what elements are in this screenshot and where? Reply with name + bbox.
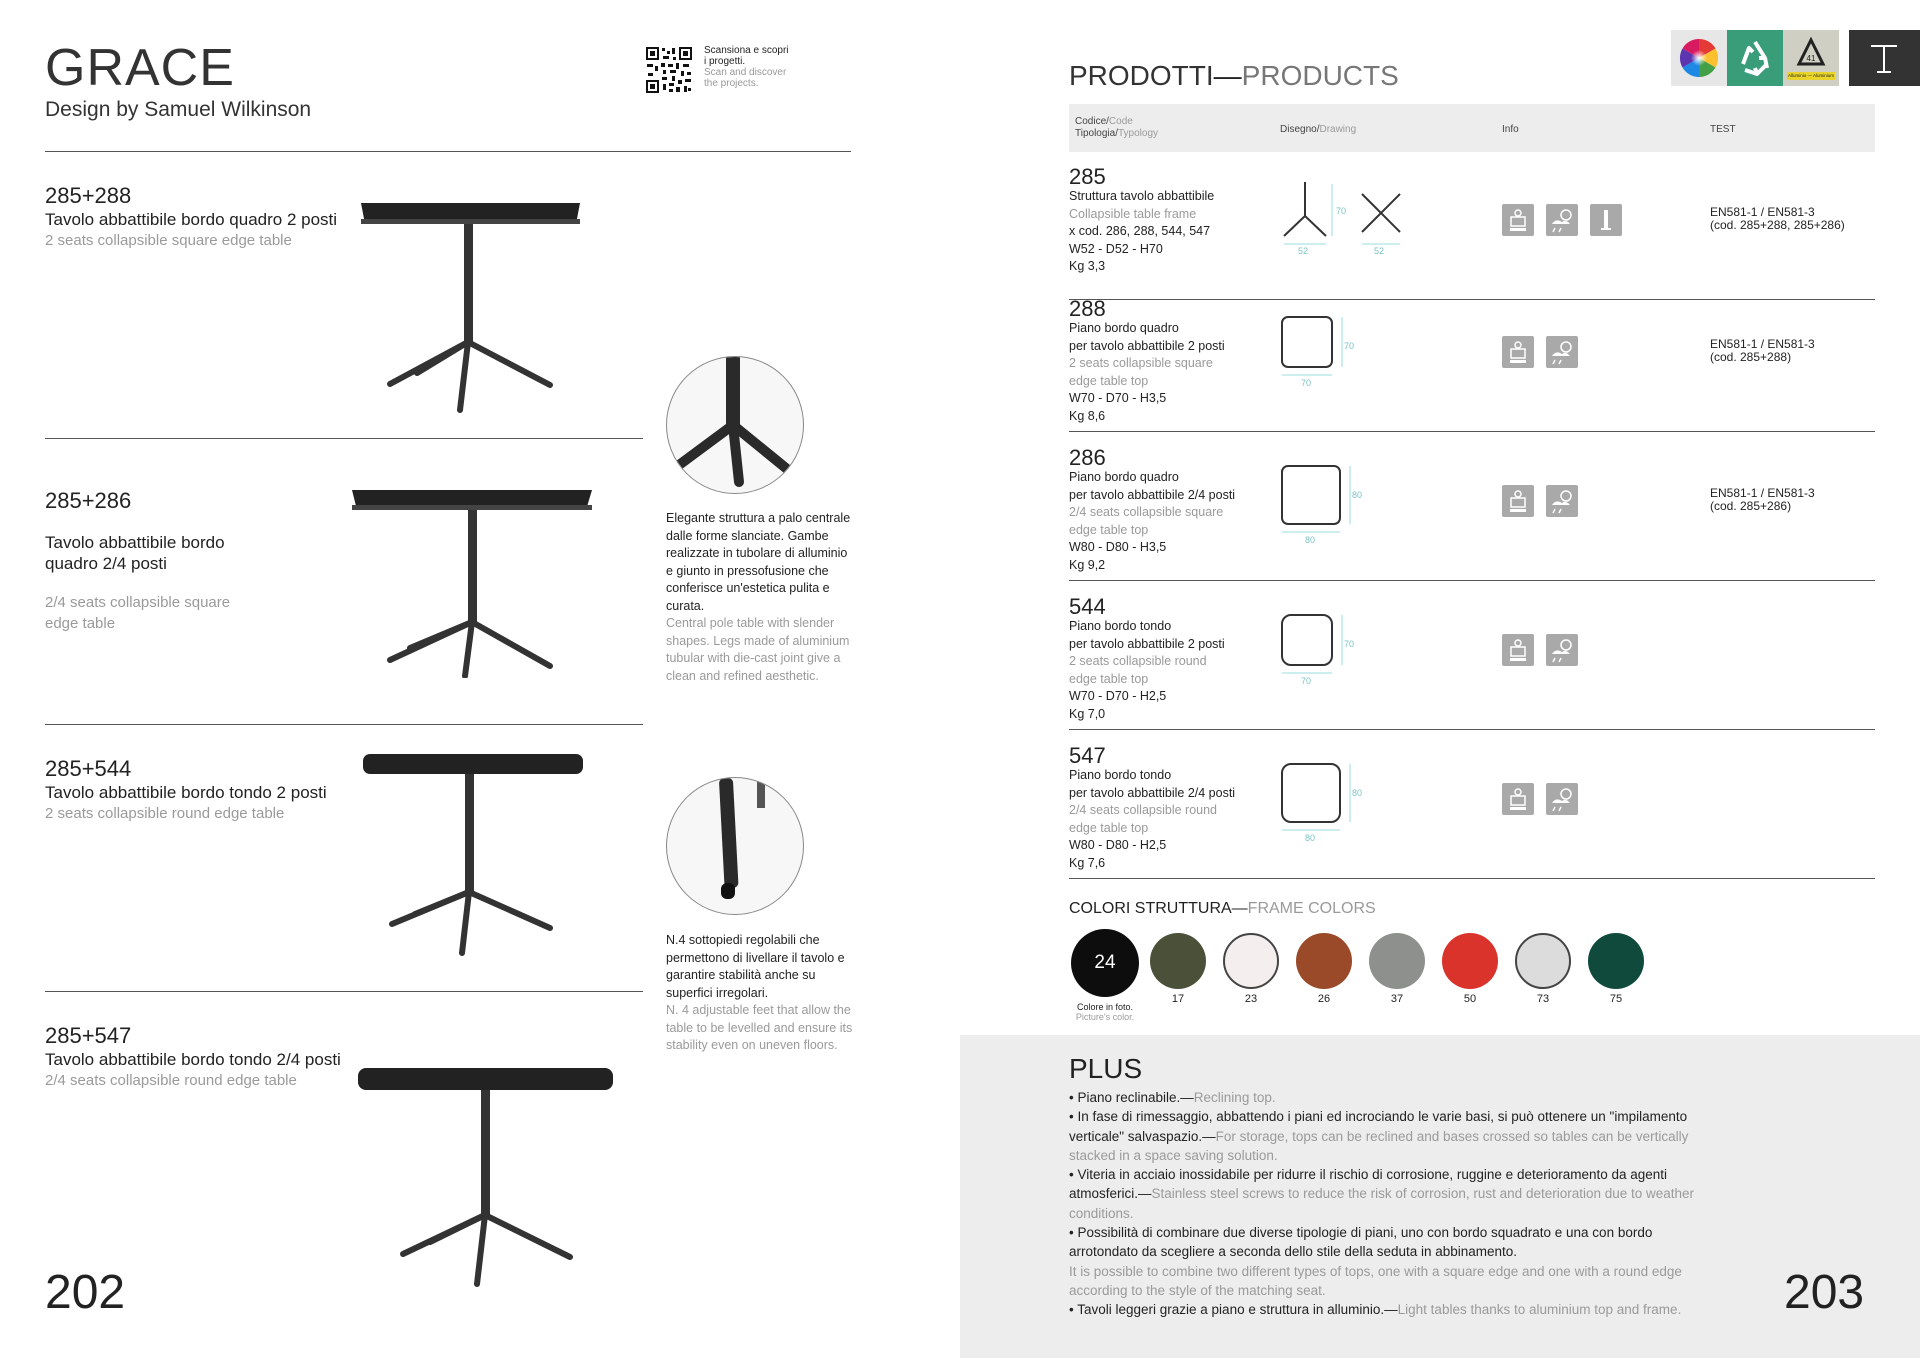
swatch-circle[interactable] <box>1515 933 1571 989</box>
swatch-circle[interactable] <box>1296 933 1352 989</box>
weight-capacity-icon <box>1502 336 1534 368</box>
plus-item: • Tavoli leggeri grazie a piano e struttura in alluminio.—Light tables thanks to aluminium top and frame. <box>1069 1302 1682 1318</box>
divider <box>45 724 643 725</box>
outdoor-use-icon <box>1590 204 1622 236</box>
combo-285-547: 285+547 Tavolo abbattibile bordo tondo 2/4 posti 2/4 seats collapsible round edge table <box>45 1023 341 1089</box>
col-test: TEST <box>1710 124 1736 135</box>
color-wheel-icon <box>1671 30 1727 86</box>
recyclable-badge <box>1727 30 1783 86</box>
combo-285-544: 285+544 Tavolo abbattibile bordo tondo 2 posti 2 seats collapsible round edge table <box>45 756 327 822</box>
recycle-icon <box>1727 30 1783 86</box>
product-details: Piano bordo tondo per tavolo abbattibile 2 posti 2 seats collapsible round edge table top W70 - D70 - H2,5 Kg 7,0 <box>1069 619 1225 721</box>
detail-image-foot <box>666 777 804 915</box>
col-drawing: Disegno/Drawing <box>1280 124 1357 135</box>
weather-resistant-icon <box>1546 204 1578 236</box>
qr-caption: Scansiona e scopri i progetti. Scan and discover the projects. <box>704 45 789 89</box>
row-divider <box>1069 431 1875 432</box>
aluminium-badge: 41 Alluminio — Aluminium <box>1783 30 1839 86</box>
color-options-badge <box>1671 30 1727 86</box>
typography-icon <box>1849 30 1920 86</box>
product-code: 547 <box>1069 743 1106 768</box>
picture-color-note: Colore in foto. Picture's color. <box>1075 1002 1135 1022</box>
frame-description: Elegante struttura a palo centrale dalle forme slanciate. Gambe realizzate in tubolare di alluminio e giunto in pressofusione che conferisce un'estetica pulita e curata. Central pole table with slender shapes. Legs made of aluminium tubular with die-cast joint give a clean and refined aesthetic. <box>666 511 851 683</box>
designer-credit: Design by Samuel Wilkinson <box>45 98 312 121</box>
swatch-circle[interactable] <box>1223 933 1279 989</box>
product-details: Struttura tavolo abbattibile Collapsible table frame x cod. 286, 288, 544, 547 W52 - D52 - H70 Kg 3,3 <box>1069 189 1215 273</box>
product-code: 544 <box>1069 594 1106 619</box>
row-divider <box>1069 299 1875 300</box>
product-details: Piano bordo quadro per tavolo abbattibile 2 posti 2 seats collapsible square edge table top W70 - D70 - H3,5 Kg 8,6 <box>1069 321 1225 423</box>
swatch-code: 73 <box>1536 993 1550 1005</box>
row-divider <box>1069 729 1875 730</box>
weight-capacity-icon <box>1502 783 1534 815</box>
col-info: Info <box>1502 124 1519 135</box>
detail-image-joint <box>666 356 804 494</box>
test-standards: EN581-1 / EN581-3 (cod. 285+288, 285+286) <box>1710 205 1845 232</box>
test-standards: EN581-1 / EN581-3 (cod. 285+288) <box>1710 337 1815 364</box>
products-heading: PRODOTTI—PRODUCTS <box>1069 60 1399 91</box>
weather-resistant-icon <box>1546 485 1578 517</box>
plus-list <box>1069 1088 1709 1320</box>
top-drawing-icon <box>1280 613 1370 693</box>
product-code: 288 <box>1069 296 1106 321</box>
swatch-circle[interactable] <box>1369 933 1425 989</box>
product-code: 285 <box>1069 164 1106 189</box>
weather-resistant-icon <box>1546 783 1578 815</box>
row-divider <box>1069 878 1875 879</box>
swatch-circle[interactable] <box>1588 933 1644 989</box>
weight-capacity-icon <box>1502 204 1534 236</box>
plus-item: • Piano reclinabile.—Reclining top. <box>1069 1090 1276 1105</box>
svg-text:41: 41 <box>1806 54 1816 63</box>
products-table-header <box>1069 104 1875 152</box>
table-image-285-544 <box>360 748 590 958</box>
adjustable-foot-icon <box>667 778 803 914</box>
swatch-circle[interactable] <box>1150 933 1206 989</box>
divider <box>45 151 851 152</box>
brand-title: GRACE <box>45 39 235 97</box>
weather-resistant-icon <box>1546 634 1578 666</box>
test-standards: EN581-1 / EN581-3 (cod. 285+286) <box>1710 486 1815 513</box>
swatch-code: 26 <box>1317 993 1331 1005</box>
product-code: 286 <box>1069 445 1106 470</box>
product-details: Piano bordo tondo per tavolo abbattibile 2/4 posti 2/4 seats collapsible round edge table top W80 - D80 - H2,5 Kg 7,6 <box>1069 768 1236 870</box>
frame-colors-heading: COLORI STRUTTURA—FRAME COLORS <box>1069 900 1376 917</box>
weight-capacity-icon <box>1502 485 1534 517</box>
swatch-code: 75 <box>1609 993 1623 1005</box>
plus-item: • Possibilità di combinare due diverse tipologie di piani, uno con bordo squadrato e una con bordo arrotondato da scegliere a seconda dello stile della seduta in abbinamento. It is possible to combine two different types of tops, one with a square edge and one with a round edge according to the style of the matching seat. <box>1069 1225 1682 1298</box>
combo-285-286: 285+286 Tavolo abbattibile bordo quadro 2/4 posti 2/4 seats collapsible square edge table <box>45 488 231 632</box>
joint-detail-icon <box>667 357 803 493</box>
weight-capacity-icon <box>1502 634 1534 666</box>
swatch-code: 37 <box>1390 993 1404 1005</box>
table-image-285-547 <box>355 1062 620 1287</box>
table-image-285-286 <box>350 478 600 678</box>
swatch-circle[interactable] <box>1442 933 1498 989</box>
plus-item: • In fase di rimessaggio, abbattendo i piani ed incrociando le varie basi, si può ottenere un "impilamento verticale" salvaspazio.—For storage, tops can be reclined and bases crossed so tables can be vertically stacked in a space saving solution. <box>1069 1109 1689 1163</box>
swatch-code: 23 <box>1244 993 1258 1005</box>
weather-resistant-icon <box>1546 336 1578 368</box>
page-number-right: 203 <box>1784 1266 1865 1319</box>
plus-title: PLUS <box>1069 1053 1143 1084</box>
brand-typography-badge <box>1849 30 1920 86</box>
feet-description: N.4 sottopiedi regolabili che permettono di livellare il tavolo e garantire stabilità anche su superfici irregolari. N. 4 adjustable feet that allow the table to be levelled and ensure its stability even on uneven floors. <box>666 933 853 1052</box>
top-drawing-icon <box>1280 464 1370 544</box>
combo-285-288: 285+288 Tavolo abbattibile bordo quadro 2 posti 2 seats collapsible square edge table <box>45 183 338 249</box>
page-number-left: 202 <box>45 1266 126 1319</box>
col-code: Codice/Code Tipologia/Typology <box>1075 116 1159 139</box>
swatch-code: 17 <box>1171 993 1185 1005</box>
top-drawing-icon <box>1280 315 1370 395</box>
divider <box>45 438 643 439</box>
swatch-code: 50 <box>1463 993 1477 1005</box>
plus-item: • Viteria in acciaio inossidabile per ridurre il rischio di corrosione, ruggine e deterioramento da agenti atmosferici.—Stainless steel screws to reduce the risk of corrosion, rust and deterioration due to weather conditions. <box>1069 1167 1695 1221</box>
qr-code-icon[interactable] <box>645 46 693 94</box>
table-image-285-288 <box>355 195 595 420</box>
swatch-circle[interactable]: 24 <box>1071 929 1139 997</box>
divider <box>45 991 643 992</box>
top-drawing-icon <box>1280 762 1370 842</box>
row-divider <box>1069 580 1875 581</box>
product-details: Piano bordo quadro per tavolo abbattibile 2/4 posti 2/4 seats collapsible square edge table top W80 - D80 - H3,5 Kg 9,2 <box>1069 470 1236 572</box>
